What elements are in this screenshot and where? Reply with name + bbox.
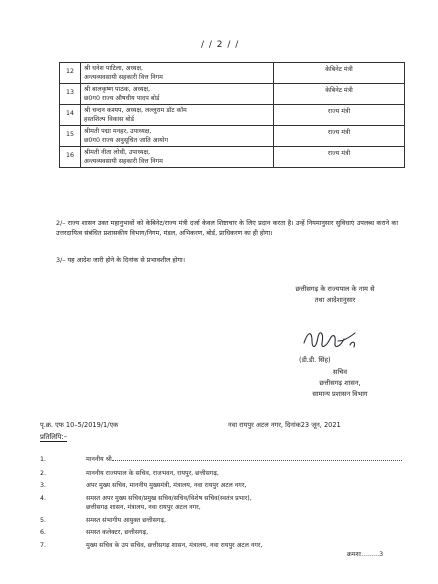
- appointee-name: श्रीमती नीता लोधी, उपाध्यक्ष, अन्त्यव्यवसायी सहकारी वित्त निगम: [81, 147, 274, 168]
- appointee-name: श्री बालकृष्ण पाठक, अध्यक्ष, छ0ग0 राज्य औषधीय पादप बोर्ड: [81, 84, 274, 105]
- signatory-designation: सचिव छत्तीसगढ़ शासन, सामान्य प्रशासन विभाग: [312, 368, 368, 398]
- appointee-name: श्रीमती पद्मा मनहर, उपाध्यक्ष, छ0ग0 राज्य अनुसूचित जाति आयोग: [81, 126, 274, 147]
- continuation-marker: क्रमशः.........3: [347, 551, 384, 558]
- rank-status: राज्य मंत्री: [274, 147, 405, 168]
- copy-heading: प्रतिलिपि:–: [40, 433, 68, 441]
- page-number: / / 2 / /: [201, 40, 240, 50]
- list-item: 7. मुख्य सचिव के उप सचिव, छत्तीसगढ़ शासन, मंत्रालय, नवा रायपुर अटल नगर,: [40, 541, 263, 549]
- serial-number: 15: [60, 126, 81, 147]
- list-item: 6. समस्त कलेक्टर, छत्तीसगढ़,: [40, 529, 149, 536]
- list-item: 5. समस्त संभागीय आयुक्त छत्तीसगढ़,: [40, 516, 167, 524]
- appointment-table: [59, 62, 405, 168]
- table-row: [60, 105, 405, 126]
- paragraph-2: 2/– राज्य शासन उक्त महानुभावों को केबिनेट/राज्य मंत्री दर्जा केवल शिष्टाचार के लिए प्रदान करता है। उन्हें नियमानुसार सुविधाएं उपलब्ध कराने का उत्तरदायित्व संबंधित प्रशासकीय विभाग/निगम, मंडल, अभिकरण, बोर्ड, प्राधिकरण का ही होगा।: [56, 219, 398, 237]
- reference-number: पृ.क्र. एफ 10–5/2019/1/एक: [40, 421, 119, 429]
- list-item: 1. माननीय श्री: [40, 456, 112, 463]
- handwritten-signature: [300, 327, 360, 355]
- rank-status: राज्य मंत्री: [274, 126, 405, 147]
- order-authority: छत्तीसगढ़ के राज्यपाल के नाम से तथा आदेशानुसार: [295, 285, 375, 304]
- distribution-list: [40, 455, 420, 550]
- list-item: 3. अपर मुख्य सचिव, माननीय मुख्यमंत्री, मंत्रालय, नवा रायपुर अटल नगर,: [40, 482, 247, 489]
- rank-status: केबिनेट मंत्री: [274, 84, 405, 105]
- serial-number: 13: [60, 84, 81, 105]
- signatory-name: (डी.डी. सिंह): [299, 356, 331, 364]
- appointee-name: श्री चन्दन कश्यप, अध्यक्ष, लल्लूराम डॉट कॉम हस्तशिल्प विकास बोर्ड: [81, 105, 274, 126]
- rank-status: केबिनेट मंत्री: [274, 63, 405, 84]
- table-row: [60, 63, 405, 84]
- appointee-name: श्री धनेश पाटिला, अध्यक्ष, अन्त्यव्यवसायी सहकारी वित्त निगम: [81, 63, 274, 84]
- rank-status: राज्य मंत्री: [274, 105, 405, 126]
- table-row: [60, 147, 405, 168]
- serial-number: 12: [60, 63, 81, 84]
- list-item: 2. माननीय राज्यपाल के सचिव, राजभवन, रायपुर, छत्तीसगढ़,: [40, 469, 219, 477]
- serial-number: 14: [60, 105, 81, 126]
- table-row: [60, 126, 405, 147]
- table-row: [60, 84, 405, 105]
- paragraph-3: 3/– यह आदेश जारी होने के दिनांक से प्रभावशील होगा।: [56, 256, 186, 264]
- serial-number: 16: [60, 147, 81, 168]
- list-item: 4. समस्त अपर मुख्य सचिव/प्रमुख सचिव/सचिव/विशेष सचिव(स्वतंत्र प्रभार), छत्तीसगढ़ शासन, मंत्रालय, नवा रायपुर अटल नगर,: [40, 494, 252, 511]
- place-date: नवा रायपुर अटल नगर, दिनांक23 जून, 2021: [228, 421, 341, 429]
